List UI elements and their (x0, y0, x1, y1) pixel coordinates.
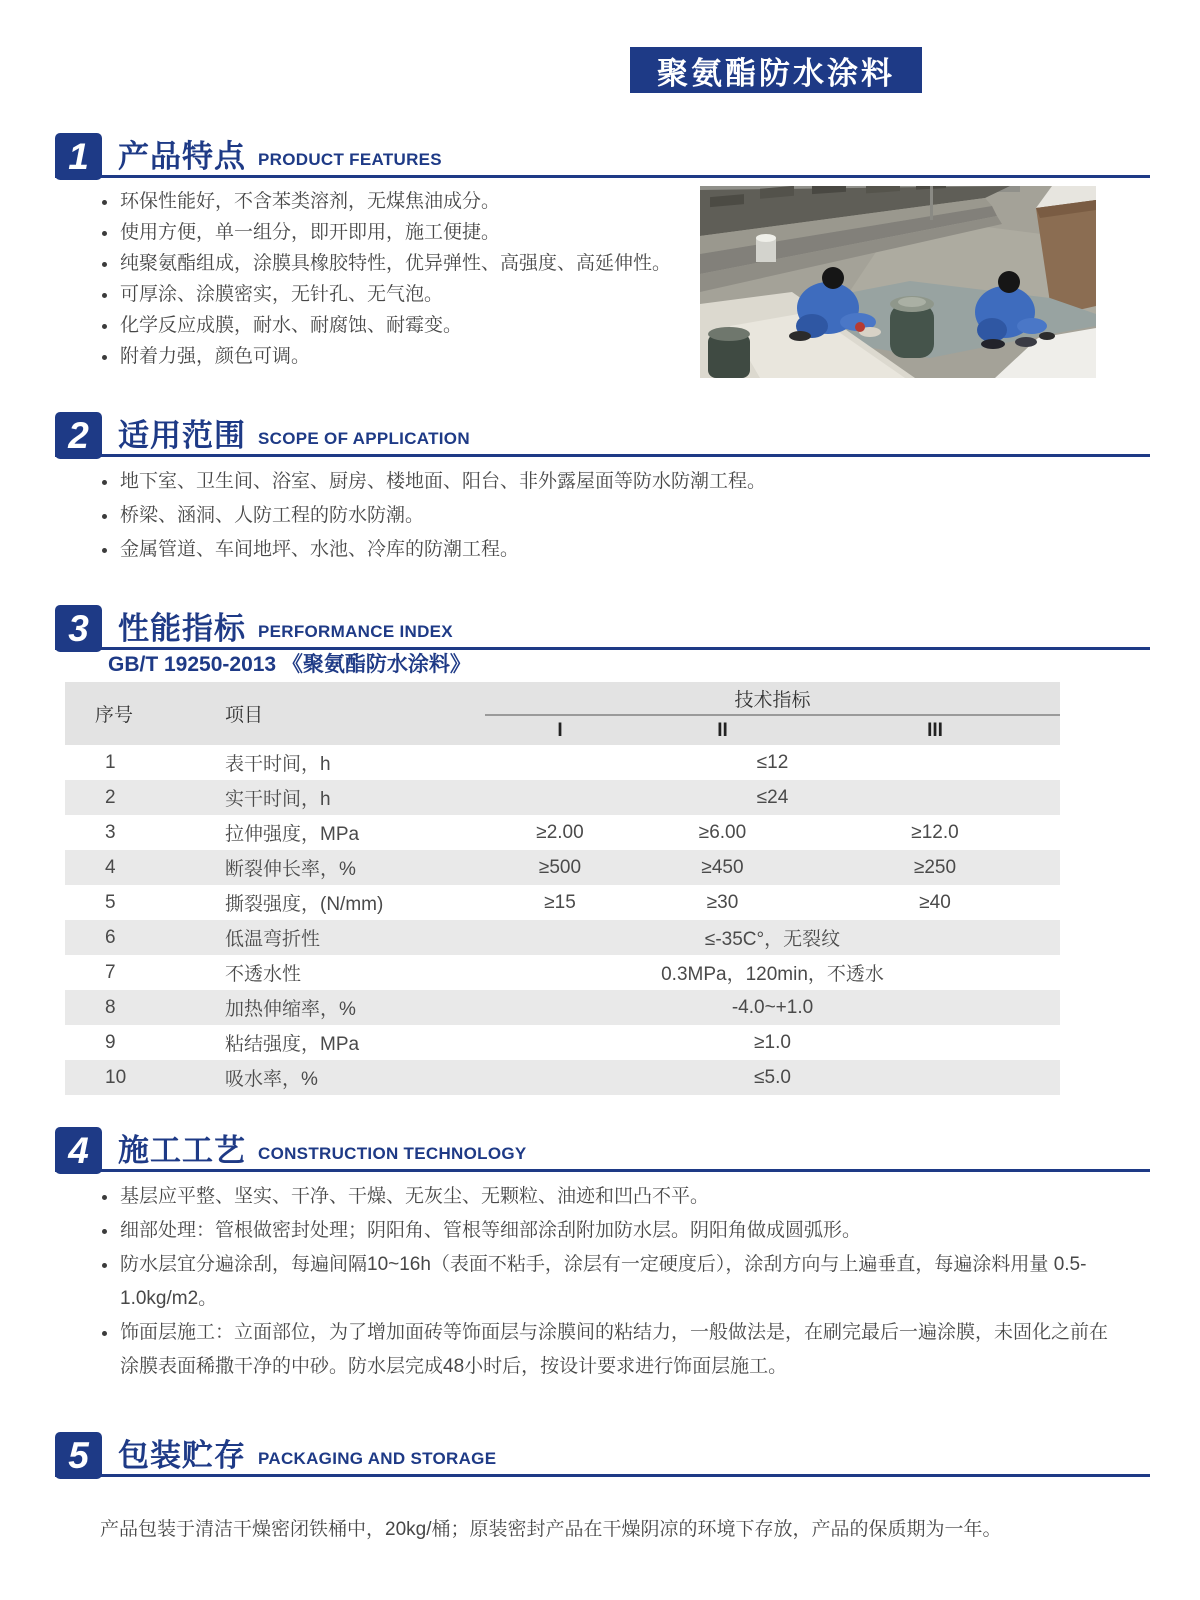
bullet-icon (102, 548, 107, 553)
cell-value: ≤5.0 (485, 1060, 1060, 1095)
cell-item: 粘结强度，MPa (225, 1034, 360, 1055)
list-item-text: 纯聚氨酯组成，涂膜具橡胶特性，优异弹性、高强度、高延伸性。 (120, 253, 672, 274)
section-header-performance (55, 595, 1150, 650)
list-item (102, 1248, 1117, 1316)
col-header-group: 技术指标 (485, 682, 1060, 715)
section-title: 适用范围 (118, 418, 246, 453)
section-subtitle: PACKAGING AND STORAGE (258, 1449, 497, 1468)
cell-no: 9 (105, 1031, 116, 1053)
col-header-no: 序号 (65, 682, 200, 745)
product-photo (700, 186, 1096, 378)
cell-item: 吸水率，% (200, 1060, 485, 1095)
cell-item: 撕裂强度，(N/mm) (225, 894, 384, 915)
table-header (65, 682, 1060, 745)
section-title: 施工工艺 (118, 1133, 246, 1168)
cell-value: -4.0~+1.0 (485, 990, 1060, 1025)
list-item-text: 细部处理：管根做密封处理；阴阳角、管根等细部涂刮附加防水层。阴阳角做成圆弧形。 (120, 1220, 862, 1241)
cell-value: ≤24 (485, 780, 1060, 815)
table-row (65, 920, 1060, 955)
list-item-text: 环保性能好，不含苯类溶剂，无煤焦油成分。 (120, 191, 501, 212)
section-title: 包装贮存 (118, 1438, 246, 1473)
cell-no: 10 (65, 1060, 200, 1095)
list-item-text: 桥梁、涵洞、人防工程的防水防潮。 (120, 505, 425, 526)
cell-no: 7 (105, 961, 116, 983)
packaging-body-text: 产品包装于清洁干燥密闭铁桶中，20kg/桶；原装密封产品在干燥阴凉的环境下存放，产品的保质期为一年。 (100, 1519, 1002, 1540)
cell-no: 6 (65, 920, 200, 955)
bullet-icon (102, 200, 107, 205)
bullet-icon (102, 231, 107, 236)
list-item-text: 防水层宜分遍涂刮，每遍间隔10~16h（表面不粘手，涂层有一定硬度后），涂刮方向与上遍垂直，每遍涂料用量 0.5-1.0kg/m2。 (120, 1254, 1087, 1309)
list-item (102, 191, 692, 213)
cell-value-2: ≥30 (706, 891, 739, 913)
table-row (65, 990, 1060, 1025)
cell-item: 拉伸强度，MPa (225, 824, 360, 845)
table-row (65, 815, 1060, 850)
list-item-text: 地下室、卫生间、浴室、厨房、楼地面、阳台、非外露屋面等防水防潮工程。 (120, 471, 767, 492)
table-row (65, 885, 1060, 920)
cell-value-1: ≥2.00 (536, 821, 584, 843)
table-row (65, 955, 1060, 990)
section-subtitle: PERFORMANCE INDEX (258, 622, 453, 641)
bullet-icon (102, 1331, 107, 1336)
list-item (102, 1316, 1117, 1384)
list-item (102, 284, 692, 306)
list-item (102, 1180, 1117, 1214)
cell-item: 实干时间，h (200, 780, 485, 815)
section-number-badge: 3 (55, 605, 102, 652)
construction-list (102, 1180, 1117, 1384)
product-title-banner: 聚氨酯防水涂料 (630, 47, 922, 93)
bullet-icon (102, 1195, 107, 1200)
list-item (102, 1214, 1117, 1248)
cell-item: 断裂伸长率，% (200, 850, 485, 885)
standard-reference: GB/T 19250-2013 《聚氨酯防水涂料》 (108, 653, 471, 676)
list-item-text: 基层应平整、坚实、干净、干燥、无灰尘、无颗粒、油迹和凹凸不平。 (120, 1186, 710, 1207)
section-number-badge: 2 (55, 412, 102, 459)
list-item (102, 346, 692, 368)
list-item (102, 538, 1042, 562)
feature-list (102, 191, 692, 377)
bullet-icon (102, 514, 107, 519)
cell-value: ≤-35C°，无裂纹 (485, 920, 1060, 955)
bullet-icon (102, 1229, 107, 1234)
table-row (65, 850, 1060, 885)
section-number-badge: 1 (55, 133, 102, 180)
col-header-item: 项目 (200, 682, 485, 745)
cell-value-3: ≥12.0 (911, 821, 959, 843)
section-subtitle: SCOPE OF APPLICATION (258, 429, 470, 448)
list-item (102, 315, 692, 337)
bullet-icon (102, 262, 107, 267)
table-row (65, 780, 1060, 815)
section-subtitle: PRODUCT FEATURES (258, 150, 442, 169)
section-number-badge: 4 (55, 1127, 102, 1174)
list-item-text: 化学反应成膜，耐水、耐腐蚀、耐霉变。 (120, 315, 463, 336)
list-item (102, 470, 1042, 494)
cell-no: 3 (105, 821, 116, 843)
list-item-text: 可厚涂、涂膜密实，无针孔、无气泡。 (120, 284, 444, 305)
bullet-icon (102, 1263, 107, 1268)
section-title: 性能指标 (118, 611, 246, 646)
cell-item: 低温弯折性 (200, 920, 485, 955)
table-row (65, 1025, 1060, 1060)
cell-item: 不透水性 (225, 964, 302, 985)
cell-value: ≥1.0 (754, 1031, 791, 1053)
photo-roof-coating-scene (700, 186, 1096, 378)
cell-value-2: ≥6.00 (698, 821, 747, 843)
cell-no: 1 (105, 751, 116, 773)
section-subtitle: CONSTRUCTION TECHNOLOGY (258, 1144, 527, 1163)
cell-value: ≤12 (756, 751, 789, 773)
section-title: 产品特点 (118, 139, 246, 174)
section-header-product-features (55, 123, 1150, 178)
cell-no: 5 (105, 891, 116, 913)
section-header-scope (55, 402, 1150, 457)
cell-no: 2 (65, 780, 200, 815)
list-item (102, 253, 692, 275)
cell-value-3: ≥250 (810, 850, 1060, 885)
cell-value-2: ≥450 (635, 850, 810, 885)
bullet-icon (102, 293, 107, 298)
col-header-sub-1: I (485, 715, 635, 745)
list-item-text: 使用方便，单一组分，即开即用，施工便捷。 (120, 222, 501, 243)
cell-no: 4 (65, 850, 200, 885)
section-header-construction (55, 1117, 1150, 1172)
cell-value: 0.3MPa，120min，不透水 (661, 964, 884, 985)
cell-item: 加热伸缩率，% (200, 990, 485, 1025)
table-row (65, 1060, 1060, 1095)
col-header-sub-3: III (810, 715, 1060, 745)
cell-value-1: ≥500 (485, 850, 635, 885)
bullet-icon (102, 480, 107, 485)
list-item-text: 金属管道、车间地坪、水池、冷库的防潮工程。 (120, 539, 520, 560)
list-item-text: 附着力强，颜色可调。 (120, 346, 311, 367)
list-item (102, 504, 1042, 528)
cell-item: 表干时间，h (225, 754, 331, 775)
list-item-text: 饰面层施工：立面部位，为了增加面砖等饰面层与涂膜间的粘结力，一般做法是，在刷完最后一遍涂膜，未固化之前在涂膜表面稀撒干净的中砂。防水层完成48小时后，按设计要求进行饰面层施工。 (120, 1322, 1109, 1377)
bullet-icon (102, 324, 107, 329)
list-item (102, 222, 692, 244)
bullet-icon (102, 355, 107, 360)
scope-list (102, 470, 1042, 572)
cell-value-1: ≥15 (544, 891, 576, 913)
section-header-packaging (55, 1422, 1150, 1477)
col-header-sub-2: II (635, 715, 810, 745)
cell-no: 8 (65, 990, 200, 1025)
performance-index-table (65, 682, 1060, 1095)
table-row (65, 745, 1060, 780)
section-number-badge: 5 (55, 1432, 102, 1479)
cell-value-3: ≥40 (919, 891, 951, 913)
